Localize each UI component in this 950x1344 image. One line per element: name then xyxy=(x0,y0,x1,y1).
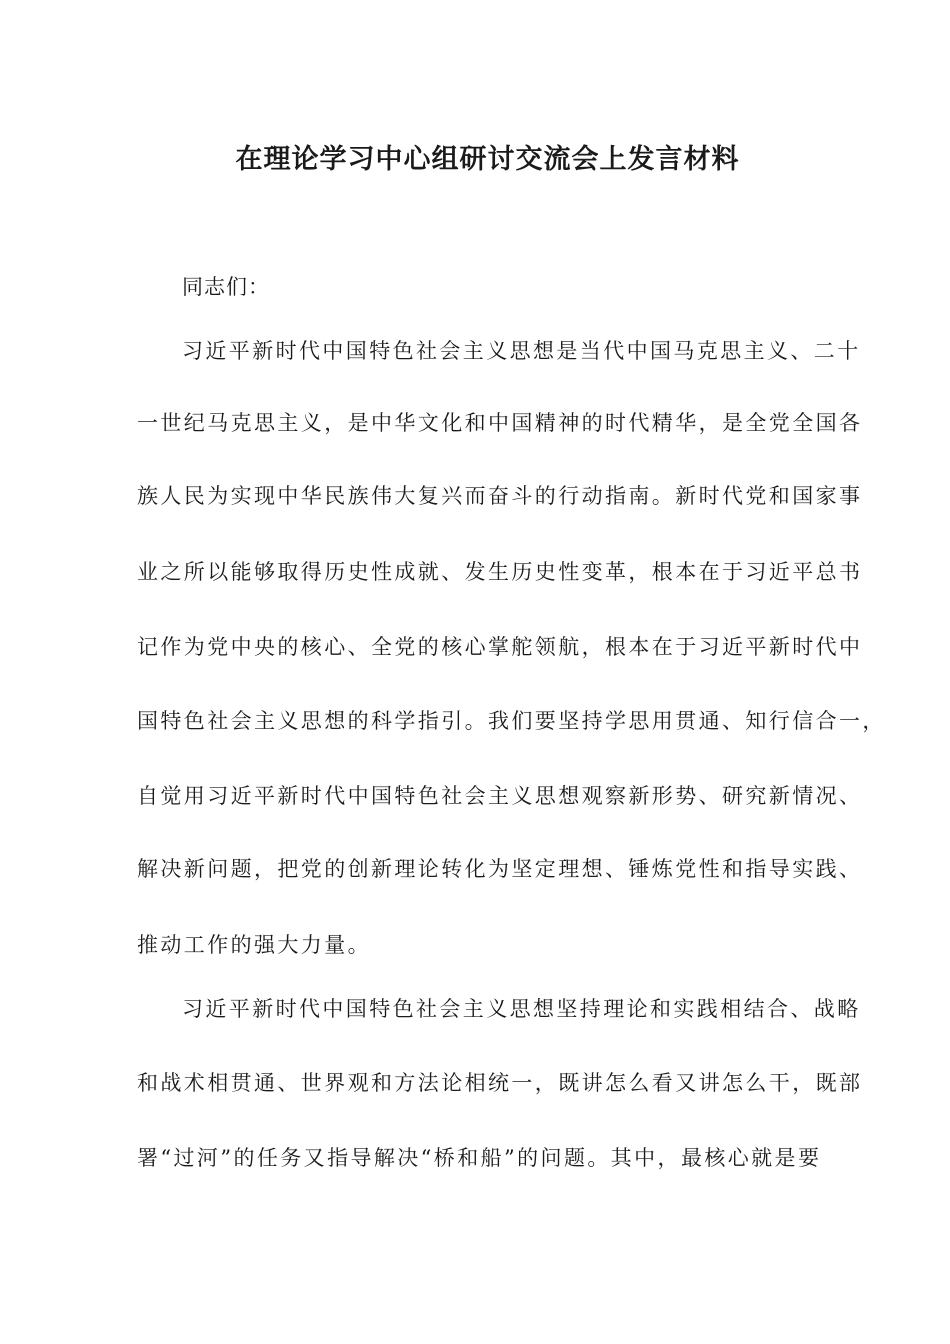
document-title: 在理论学习中心组研讨交流会上发言材料 xyxy=(235,144,740,175)
paragraph-line: 习近平新时代中国特色社会主义思想是当代中国马克思主义、二十 xyxy=(182,339,861,363)
paragraph-line: 国特色社会主义思想的科学指引。我们要坚持学思用贯通、知行信合一， xyxy=(137,709,886,733)
paragraph-line: 记作为党中央的核心、全党的核心掌舵领航，根本在于习近平新时代中 xyxy=(137,635,863,659)
greeting-line: 同志们： xyxy=(182,275,270,299)
paragraph-line: 和战术相贯通、世界观和方法论相统一，既讲怎么看又讲怎么干，既部 xyxy=(137,1071,863,1095)
paragraph-line: 习近平新时代中国特色社会主义思想坚持理论和实践相结合、战略 xyxy=(182,997,861,1021)
paragraph-line: 自觉用习近平新时代中国特色社会主义思想观察新形势、研究新情况、 xyxy=(137,784,863,808)
paragraph-line: 族人民为实现中华民族伟大复兴而奋斗的行动指南。新时代党和国家事 xyxy=(137,484,863,508)
paragraph-line: 解决新问题，把党的创新理论转化为坚定理想、锤炼党性和指导实践、 xyxy=(137,857,863,881)
paragraph-line: 推动工作的强大力量。 xyxy=(137,933,371,957)
paragraph-line: 业之所以能够取得历史性成就、发生历史性变革，根本在于习近平总书 xyxy=(137,560,863,584)
paragraph-line: 一世纪马克思主义，是中华文化和中国精神的时代精华，是全党全国各 xyxy=(137,411,863,435)
paragraph-line: 署“过河”的任务又指导解决“桥和船”的问题。其中，最核心就是要 xyxy=(137,1146,822,1170)
